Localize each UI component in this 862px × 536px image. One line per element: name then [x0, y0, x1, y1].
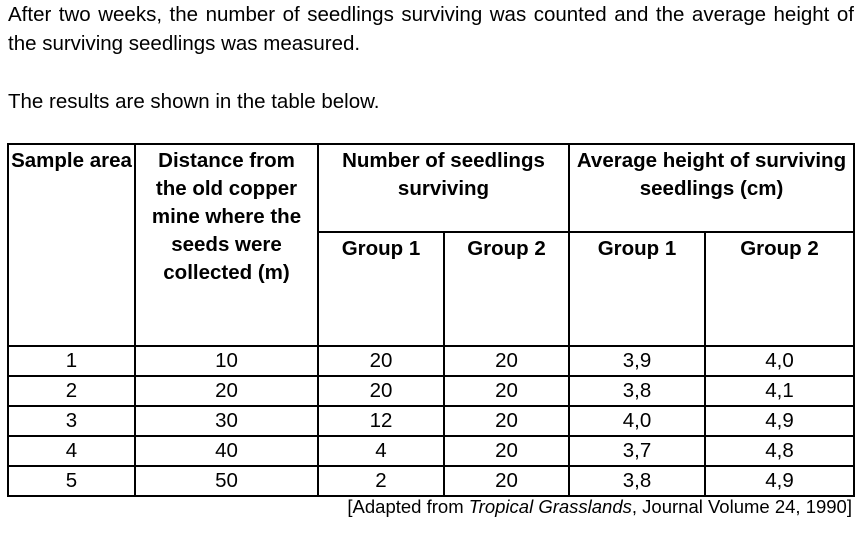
cell-number-group1: 2 — [318, 466, 444, 496]
cell-sample-area: 1 — [8, 346, 135, 376]
table-row — [8, 346, 854, 376]
cell-number-group2: 20 — [444, 436, 569, 466]
table-row — [8, 376, 854, 406]
cell-number-group2: 20 — [444, 406, 569, 436]
header-height-group2: Group 2 — [705, 232, 854, 346]
cell-number-group1: 12 — [318, 406, 444, 436]
source-prefix: [Adapted from — [347, 496, 469, 517]
cell-distance: 30 — [135, 406, 318, 436]
header-distance: Distance from the old copper mine where the seeds were collected (m) — [135, 144, 318, 346]
source-suffix: , Journal Volume 24, 1990] — [631, 496, 852, 517]
cell-height-group2: 4,8 — [705, 436, 854, 466]
cell-distance: 10 — [135, 346, 318, 376]
cell-distance: 40 — [135, 436, 318, 466]
cell-number-group2: 20 — [444, 346, 569, 376]
header-sample-area: Sample area — [8, 144, 135, 346]
cell-height-group2: 4,9 — [705, 406, 854, 436]
cell-sample-area: 5 — [8, 466, 135, 496]
cell-height-group1: 3,8 — [569, 466, 705, 496]
cell-number-group2: 20 — [444, 466, 569, 496]
cell-height-group1: 3,9 — [569, 346, 705, 376]
intro-results-line: The results are shown in the table below. — [8, 90, 380, 113]
intro-text — [8, 0, 854, 116]
cell-number-group1: 4 — [318, 436, 444, 466]
cell-number-group1: 20 — [318, 376, 444, 406]
header-height-group1: Group 1 — [569, 232, 705, 346]
header-row-top — [8, 144, 854, 232]
cell-height-group2: 4,1 — [705, 376, 854, 406]
cell-height-group1: 3,7 — [569, 436, 705, 466]
table-row — [8, 436, 854, 466]
cell-height-group2: 4,0 — [705, 346, 854, 376]
intro-paragraph: After two weeks, the number of seedlings surviving was counted and the average height of the surviving seedlings was measured. — [8, 3, 854, 55]
source-citation — [347, 494, 852, 520]
table-row — [8, 466, 854, 496]
cell-number-group2: 20 — [444, 376, 569, 406]
source-journal-title: Tropical Grasslands — [468, 496, 632, 517]
cell-distance: 50 — [135, 466, 318, 496]
cell-height-group1: 3,8 — [569, 376, 705, 406]
cell-distance: 20 — [135, 376, 318, 406]
cell-height-group1: 4,0 — [569, 406, 705, 436]
cell-sample-area: 4 — [8, 436, 135, 466]
header-number-group1: Group 1 — [318, 232, 444, 346]
cell-sample-area: 2 — [8, 376, 135, 406]
header-average-height: Average height of surviving seedlings (cm) — [569, 144, 854, 232]
header-number-group2: Group 2 — [444, 232, 569, 346]
results-table — [7, 143, 855, 497]
header-number-surviving: Number of seedlings surviving — [318, 144, 569, 232]
cell-height-group2: 4,9 — [705, 466, 854, 496]
cell-number-group1: 20 — [318, 346, 444, 376]
table-row — [8, 406, 854, 436]
cell-sample-area: 3 — [8, 406, 135, 436]
